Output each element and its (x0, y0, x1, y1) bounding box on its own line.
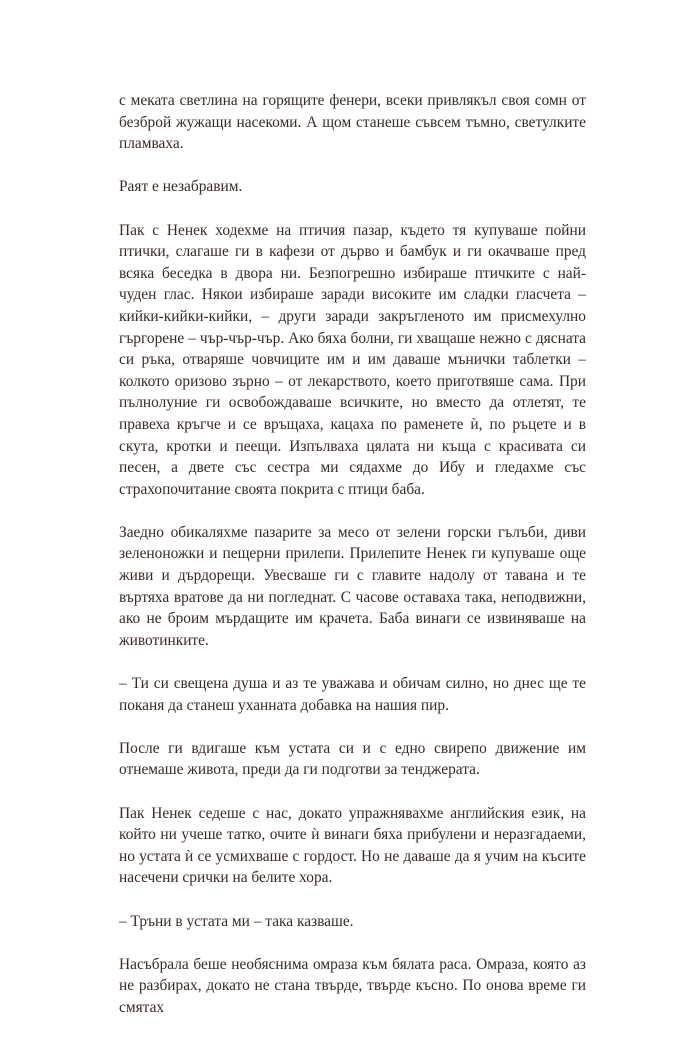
paragraph: Пак Ненек седеше с нас, докато упражнявахме английския език, на който ни учеше татко, очите ѝ винаги бяха прибулени и неразгадаеми, но устата ѝ се усмихваше с гордост. Но не даваше да я учим на късите насечени срички на белите хора. (119, 804, 586, 887)
paragraph: – Ти си свещена душа и аз те уважава и обичам силно, но днес ще те поканя да станеш уханната добавка на нашия пир. (119, 675, 586, 714)
paragraph: Заедно обикаляхме пазарите за месо от зелени горски гълъби, диви зеленоножки и пещерни прилепи. Прилепите Ненек ги купуваше още живи и дърдорещи. Увесваше ги с главите надолу от тавана и те въртяха вратове да ни погледнат. С часове оставаха така, неподвижни, ако не броим мърдащите им крачета. Баба винаги се извиняваше на животинките. (119, 523, 586, 649)
paragraph: Насъбрала беше необяснима омраза към бялата раса. Омраза, която аз не разбирах, докато не стана твърде, твърде късно. По онова време ги смятах (119, 955, 586, 1016)
paragraph: Раят е незабравим. (119, 178, 243, 196)
paragraph: с меката светлина на горящите фенери, всеки привлякъл своя сомн от безброй жужащи насекоми. А щом станеше съвсем тъмно, светулките пламваха. (119, 92, 586, 153)
paragraph: – Тръни в устата ми – така казваше. (119, 912, 354, 930)
paragraph: После ги вдигаше към устата си и с едно свирепо движение им отнемаше живота, преди да ги подготви за тенджерата. (119, 739, 586, 779)
page-body-text (119, 90, 586, 1040)
paragraph: Пак с Ненек ходехме на птичия пазар, където тя купуваше пойни птички, слагаше ги в кафези от дърво и бамбук и ги окачваше пред всяка беседка в двора ни. Безпогрешно избираше птичките с най-чуден глас. Някои избираше заради високите им сладки гласчета – кийки-кийки-кийки, – други заради закръгленото им присмехулно гъргорене – чър-чър-чър. Ако бяха болни, ги хващаше нежно с дясната си ръка, отваряше човчиците им и им даваше мънички таблетки – колкото оризово зърно – от лекарството, което приготвяше сама. При пълнолуние ги освобождаваше всичките, но вместо да отлетят, те правеха кръгче и се връщаха, кацаха по раменете ѝ, по ръцете и в скута, кротки и пеещи. Изпълваха цялата ни къща с красивата си песен, а двете със сестра ми сядахме до Ибу и гледахме със страхопочитание своята покрита с птици баба. (119, 221, 586, 498)
